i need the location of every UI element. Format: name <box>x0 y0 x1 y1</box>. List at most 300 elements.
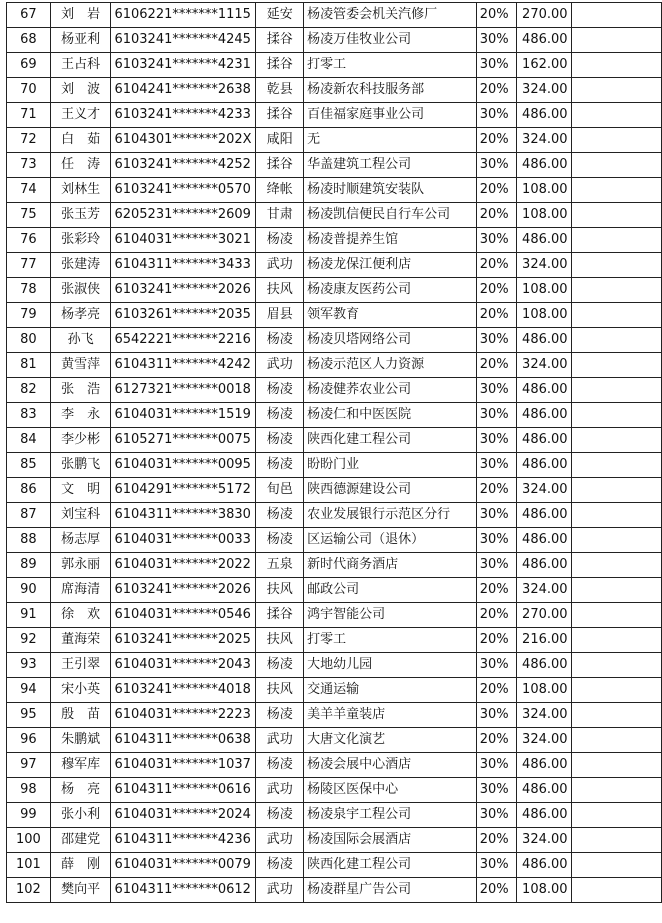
row-number-cell: 75 <box>7 203 51 228</box>
empty-cell <box>571 653 661 678</box>
subsidy-amount-cell: 486.00 <box>516 378 571 403</box>
table-row <box>7 153 662 178</box>
subsidy-amount-cell: 486.00 <box>516 28 571 53</box>
subsidy-amount-cell: 270.00 <box>516 603 571 628</box>
empty-cell <box>571 28 661 53</box>
region-cell: 杨凌 <box>256 853 304 878</box>
subsidy-amount-cell: 270.00 <box>516 3 571 28</box>
empty-cell <box>571 128 661 153</box>
person-name-cell: 刘 波 <box>50 78 111 103</box>
subsidy-rate-cell: 30% <box>476 378 516 403</box>
person-name-cell: 郭永丽 <box>50 553 111 578</box>
row-number-cell: 95 <box>7 703 51 728</box>
id-number-cell: 6103241*******2026 <box>111 278 256 303</box>
table-row <box>7 853 662 878</box>
employer-unit-cell: 杨凌新农科技服务部 <box>304 78 477 103</box>
person-name-cell: 张建涛 <box>50 253 111 278</box>
id-number-cell: 6104311*******0616 <box>111 778 256 803</box>
empty-cell <box>571 153 661 178</box>
employer-unit-cell: 邮政公司 <box>304 578 477 603</box>
subsidy-rate-cell: 20% <box>476 578 516 603</box>
subsidy-rate-cell: 30% <box>476 453 516 478</box>
table-row <box>7 503 662 528</box>
row-number-cell: 80 <box>7 328 51 353</box>
empty-cell <box>571 103 661 128</box>
row-number-cell: 84 <box>7 428 51 453</box>
empty-cell <box>571 703 661 728</box>
region-cell: 咸阳 <box>256 128 304 153</box>
row-number-cell: 96 <box>7 728 51 753</box>
id-number-cell: 6103241*******4233 <box>111 103 256 128</box>
person-name-cell: 刘 岩 <box>50 3 111 28</box>
id-number-cell: 6103241*******2025 <box>111 628 256 653</box>
employer-unit-cell: 杨凌龙保江便利店 <box>304 253 477 278</box>
subsidy-amount-cell: 486.00 <box>516 453 571 478</box>
region-cell: 杨凌 <box>256 528 304 553</box>
subsidy-amount-cell: 108.00 <box>516 178 571 203</box>
person-name-cell: 王占科 <box>50 53 111 78</box>
empty-cell <box>571 228 661 253</box>
person-name-cell: 张鹏飞 <box>50 453 111 478</box>
subsidy-amount-cell: 324.00 <box>516 578 571 603</box>
empty-cell <box>571 853 661 878</box>
subsidy-amount-cell: 486.00 <box>516 778 571 803</box>
person-name-cell: 杨 亮 <box>50 778 111 803</box>
subsidy-rate-cell: 30% <box>476 528 516 553</box>
row-number-cell: 92 <box>7 628 51 653</box>
person-name-cell: 刘宝科 <box>50 503 111 528</box>
employer-unit-cell: 华盖建筑工程公司 <box>304 153 477 178</box>
id-number-cell: 6105271*******0075 <box>111 428 256 453</box>
table-row <box>7 803 662 828</box>
region-cell: 扶风 <box>256 278 304 303</box>
table-row <box>7 578 662 603</box>
row-number-cell: 100 <box>7 828 51 853</box>
subsidy-rate-cell: 20% <box>476 128 516 153</box>
person-name-cell: 朱鹏斌 <box>50 728 111 753</box>
subsidy-amount-cell: 324.00 <box>516 353 571 378</box>
subsidy-amount-cell: 108.00 <box>516 678 571 703</box>
id-number-cell: 6104031*******2024 <box>111 803 256 828</box>
id-number-cell: 6104291*******5172 <box>111 478 256 503</box>
subsidy-rate-cell: 30% <box>476 328 516 353</box>
subsidy-rate-cell: 30% <box>476 503 516 528</box>
subsidy-rate-cell: 20% <box>476 303 516 328</box>
table-row <box>7 453 662 478</box>
empty-cell <box>571 53 661 78</box>
row-number-cell: 102 <box>7 878 51 903</box>
row-number-cell: 85 <box>7 453 51 478</box>
table-row <box>7 53 662 78</box>
region-cell: 五泉 <box>256 553 304 578</box>
region-cell: 杨凌 <box>256 428 304 453</box>
row-number-cell: 71 <box>7 103 51 128</box>
id-number-cell: 6104031*******0095 <box>111 453 256 478</box>
row-number-cell: 69 <box>7 53 51 78</box>
employer-unit-cell: 领军教育 <box>304 303 477 328</box>
row-number-cell: 81 <box>7 353 51 378</box>
person-name-cell: 宋小英 <box>50 678 111 703</box>
row-number-cell: 73 <box>7 153 51 178</box>
table-row <box>7 428 662 453</box>
employer-unit-cell: 杨陵区医保中心 <box>304 778 477 803</box>
table-row <box>7 528 662 553</box>
employer-unit-cell: 杨凌时顺建筑安装队 <box>304 178 477 203</box>
region-cell: 延安 <box>256 3 304 28</box>
person-name-cell: 董海荣 <box>50 628 111 653</box>
region-cell: 旬邑 <box>256 478 304 503</box>
employer-unit-cell: 杨凌万佳牧业公司 <box>304 28 477 53</box>
id-number-cell: 6104311*******4242 <box>111 353 256 378</box>
employer-unit-cell: 杨凌凯信便民自行车公司 <box>304 203 477 228</box>
row-number-cell: 88 <box>7 528 51 553</box>
empty-cell <box>571 403 661 428</box>
empty-cell <box>571 378 661 403</box>
subsidy-amount-cell: 324.00 <box>516 478 571 503</box>
empty-cell <box>571 878 661 903</box>
subsidy-amount-cell: 486.00 <box>516 853 571 878</box>
subsidy-amount-cell: 108.00 <box>516 203 571 228</box>
region-cell: 杨凌 <box>256 228 304 253</box>
person-name-cell: 王引翠 <box>50 653 111 678</box>
id-number-cell: 6104031*******2043 <box>111 653 256 678</box>
employer-unit-cell: 杨凌健荞农业公司 <box>304 378 477 403</box>
empty-cell <box>571 753 661 778</box>
person-name-cell: 黄雪萍 <box>50 353 111 378</box>
subsidy-rate-cell: 20% <box>476 178 516 203</box>
employer-unit-cell: 交通运输 <box>304 678 477 703</box>
id-number-cell: 6104301*******202X <box>111 128 256 153</box>
subsidy-amount-cell: 324.00 <box>516 703 571 728</box>
region-cell: 武功 <box>256 778 304 803</box>
person-name-cell: 张淑侠 <box>50 278 111 303</box>
person-name-cell: 杨志厚 <box>50 528 111 553</box>
person-name-cell: 杨孝亮 <box>50 303 111 328</box>
id-number-cell: 6104311*******4236 <box>111 828 256 853</box>
employer-unit-cell: 大地幼儿园 <box>304 653 477 678</box>
subsidy-rate-cell: 20% <box>476 253 516 278</box>
employer-unit-cell: 打零工 <box>304 53 477 78</box>
id-number-cell: 6104241*******2638 <box>111 78 256 103</box>
subsidy-amount-cell: 486.00 <box>516 328 571 353</box>
beneficiary-table <box>6 2 662 903</box>
subsidy-amount-cell: 486.00 <box>516 428 571 453</box>
person-name-cell: 白 茹 <box>50 128 111 153</box>
table-row <box>7 478 662 503</box>
person-name-cell: 刘林生 <box>50 178 111 203</box>
subsidy-amount-cell: 486.00 <box>516 528 571 553</box>
table-row <box>7 228 662 253</box>
person-name-cell: 李 永 <box>50 403 111 428</box>
empty-cell <box>571 828 661 853</box>
id-number-cell: 6103241*******2026 <box>111 578 256 603</box>
subsidy-amount-cell: 486.00 <box>516 753 571 778</box>
region-cell: 杨凌 <box>256 753 304 778</box>
employer-unit-cell: 杨凌普提养生馆 <box>304 228 477 253</box>
id-number-cell: 6104311*******0638 <box>111 728 256 753</box>
region-cell: 杨凌 <box>256 328 304 353</box>
region-cell: 杨凌 <box>256 453 304 478</box>
empty-cell <box>571 303 661 328</box>
employer-unit-cell: 杨凌仁和中医医院 <box>304 403 477 428</box>
empty-cell <box>571 503 661 528</box>
subsidy-rate-cell: 30% <box>476 778 516 803</box>
empty-cell <box>571 628 661 653</box>
subsidy-rate-cell: 30% <box>476 853 516 878</box>
table-row <box>7 28 662 53</box>
subsidy-amount-cell: 108.00 <box>516 278 571 303</box>
row-number-cell: 94 <box>7 678 51 703</box>
row-number-cell: 78 <box>7 278 51 303</box>
table-row <box>7 3 662 28</box>
region-cell: 绛帐 <box>256 178 304 203</box>
region-cell: 扶风 <box>256 578 304 603</box>
empty-cell <box>571 778 661 803</box>
row-number-cell: 82 <box>7 378 51 403</box>
subsidy-rate-cell: 20% <box>476 203 516 228</box>
employer-unit-cell: 杨凌会展中心酒店 <box>304 753 477 778</box>
row-number-cell: 90 <box>7 578 51 603</box>
subsidy-amount-cell: 324.00 <box>516 253 571 278</box>
employer-unit-cell: 打零工 <box>304 628 477 653</box>
table-row <box>7 703 662 728</box>
row-number-cell: 67 <box>7 3 51 28</box>
employer-unit-cell: 鸿宇智能公司 <box>304 603 477 628</box>
empty-cell <box>571 353 661 378</box>
empty-cell <box>571 553 661 578</box>
empty-cell <box>571 478 661 503</box>
empty-cell <box>571 203 661 228</box>
person-name-cell: 张彩玲 <box>50 228 111 253</box>
subsidy-amount-cell: 324.00 <box>516 728 571 753</box>
table-row <box>7 103 662 128</box>
subsidy-rate-cell: 20% <box>476 678 516 703</box>
row-number-cell: 68 <box>7 28 51 53</box>
subsidy-rate-cell: 20% <box>476 353 516 378</box>
row-number-cell: 77 <box>7 253 51 278</box>
id-number-cell: 6104031*******0546 <box>111 603 256 628</box>
region-cell: 杨凌 <box>256 653 304 678</box>
employer-unit-cell: 区运输公司（退休） <box>304 528 477 553</box>
region-cell: 杨凌 <box>256 803 304 828</box>
subsidy-rate-cell: 30% <box>476 228 516 253</box>
id-number-cell: 6104031*******1519 <box>111 403 256 428</box>
employer-unit-cell: 杨凌泉宇工程公司 <box>304 803 477 828</box>
table-row <box>7 728 662 753</box>
table-row <box>7 678 662 703</box>
empty-cell <box>571 328 661 353</box>
subsidy-rate-cell: 30% <box>476 428 516 453</box>
row-number-cell: 83 <box>7 403 51 428</box>
row-number-cell: 101 <box>7 853 51 878</box>
table-row <box>7 628 662 653</box>
subsidy-rate-cell: 20% <box>476 3 516 28</box>
table-row <box>7 178 662 203</box>
table-row <box>7 753 662 778</box>
row-number-cell: 87 <box>7 503 51 528</box>
empty-cell <box>571 678 661 703</box>
table-row <box>7 878 662 903</box>
subsidy-amount-cell: 108.00 <box>516 303 571 328</box>
employer-unit-cell: 陕西化建工程公司 <box>304 853 477 878</box>
region-cell: 武功 <box>256 878 304 903</box>
person-name-cell: 樊向平 <box>50 878 111 903</box>
subsidy-amount-cell: 324.00 <box>516 78 571 103</box>
empty-cell <box>571 528 661 553</box>
id-number-cell: 6127321*******0018 <box>111 378 256 403</box>
person-name-cell: 任 涛 <box>50 153 111 178</box>
region-cell: 武功 <box>256 253 304 278</box>
table-row <box>7 653 662 678</box>
employer-unit-cell: 农业发展银行示范区分行 <box>304 503 477 528</box>
subsidy-amount-cell: 486.00 <box>516 153 571 178</box>
subsidy-amount-cell: 486.00 <box>516 653 571 678</box>
empty-cell <box>571 578 661 603</box>
id-number-cell: 6104311*******3830 <box>111 503 256 528</box>
employer-unit-cell: 杨凌示范区人力资源 <box>304 353 477 378</box>
region-cell: 乾县 <box>256 78 304 103</box>
region-cell: 揉谷 <box>256 103 304 128</box>
person-name-cell: 张 浩 <box>50 378 111 403</box>
employer-unit-cell: 杨凌群星广告公司 <box>304 878 477 903</box>
person-name-cell: 张小利 <box>50 803 111 828</box>
region-cell: 武功 <box>256 353 304 378</box>
subsidy-rate-cell: 30% <box>476 53 516 78</box>
row-number-cell: 74 <box>7 178 51 203</box>
empty-cell <box>571 428 661 453</box>
subsidy-amount-cell: 486.00 <box>516 503 571 528</box>
person-name-cell: 杨亚利 <box>50 28 111 53</box>
subsidy-amount-cell: 486.00 <box>516 803 571 828</box>
table-row <box>7 278 662 303</box>
row-number-cell: 76 <box>7 228 51 253</box>
person-name-cell: 薛 刚 <box>50 853 111 878</box>
region-cell: 眉县 <box>256 303 304 328</box>
empty-cell <box>571 178 661 203</box>
subsidy-rate-cell: 30% <box>476 153 516 178</box>
subsidy-rate-cell: 20% <box>476 278 516 303</box>
employer-unit-cell: 杨凌国际会展酒店 <box>304 828 477 853</box>
subsidy-rate-cell: 30% <box>476 803 516 828</box>
empty-cell <box>571 78 661 103</box>
table-row <box>7 353 662 378</box>
id-number-cell: 6104031*******0033 <box>111 528 256 553</box>
employer-unit-cell: 新时代商务酒店 <box>304 553 477 578</box>
subsidy-rate-cell: 30% <box>476 653 516 678</box>
region-cell: 杨凌 <box>256 403 304 428</box>
id-number-cell: 6104031*******2223 <box>111 703 256 728</box>
table-row <box>7 128 662 153</box>
row-number-cell: 99 <box>7 803 51 828</box>
person-name-cell: 穆军库 <box>50 753 111 778</box>
id-number-cell: 6542221*******2216 <box>111 328 256 353</box>
row-number-cell: 72 <box>7 128 51 153</box>
subsidy-rate-cell: 20% <box>476 603 516 628</box>
person-name-cell: 王义才 <box>50 103 111 128</box>
subsidy-amount-cell: 486.00 <box>516 403 571 428</box>
region-cell: 揉谷 <box>256 153 304 178</box>
region-cell: 武功 <box>256 728 304 753</box>
employer-unit-cell: 美羊羊童装店 <box>304 703 477 728</box>
region-cell: 扶风 <box>256 678 304 703</box>
id-number-cell: 6103241*******4231 <box>111 53 256 78</box>
person-name-cell: 殷 苗 <box>50 703 111 728</box>
table-row <box>7 378 662 403</box>
region-cell: 杨凌 <box>256 503 304 528</box>
employer-unit-cell: 陕西化建工程公司 <box>304 428 477 453</box>
table-row <box>7 778 662 803</box>
person-name-cell: 席海清 <box>50 578 111 603</box>
subsidy-rate-cell: 30% <box>476 103 516 128</box>
table-row <box>7 253 662 278</box>
id-number-cell: 6103241*******4245 <box>111 28 256 53</box>
subsidy-amount-cell: 162.00 <box>516 53 571 78</box>
id-number-cell: 6103241*******4018 <box>111 678 256 703</box>
table-row <box>7 403 662 428</box>
subsidy-amount-cell: 216.00 <box>516 628 571 653</box>
table-row <box>7 203 662 228</box>
id-number-cell: 6104031*******3021 <box>111 228 256 253</box>
empty-cell <box>571 253 661 278</box>
subsidy-rate-cell: 30% <box>476 403 516 428</box>
row-number-cell: 86 <box>7 478 51 503</box>
empty-cell <box>571 803 661 828</box>
employer-unit-cell: 杨凌康友医药公司 <box>304 278 477 303</box>
employer-unit-cell: 陕西德源建设公司 <box>304 478 477 503</box>
subsidy-rate-cell: 20% <box>476 728 516 753</box>
subsidy-amount-cell: 324.00 <box>516 128 571 153</box>
subsidy-rate-cell: 20% <box>476 828 516 853</box>
employer-unit-cell: 无 <box>304 128 477 153</box>
row-number-cell: 97 <box>7 753 51 778</box>
region-cell: 扶风 <box>256 628 304 653</box>
subsidy-rate-cell: 30% <box>476 753 516 778</box>
table-row <box>7 603 662 628</box>
subsidy-rate-cell: 20% <box>476 478 516 503</box>
id-number-cell: 6104031*******0079 <box>111 853 256 878</box>
person-name-cell: 徐 欢 <box>50 603 111 628</box>
person-name-cell: 张玉芳 <box>50 203 111 228</box>
id-number-cell: 6205231*******2609 <box>111 203 256 228</box>
id-number-cell: 6106221*******1115 <box>111 3 256 28</box>
row-number-cell: 91 <box>7 603 51 628</box>
region-cell: 甘肃 <box>256 203 304 228</box>
row-number-cell: 70 <box>7 78 51 103</box>
subsidy-amount-cell: 486.00 <box>516 103 571 128</box>
region-cell: 揉谷 <box>256 28 304 53</box>
employer-unit-cell: 百佳福家庭事业公司 <box>304 103 477 128</box>
row-number-cell: 98 <box>7 778 51 803</box>
subsidy-rate-cell: 20% <box>476 628 516 653</box>
id-number-cell: 6104031*******1037 <box>111 753 256 778</box>
subsidy-amount-cell: 324.00 <box>516 828 571 853</box>
subsidy-rate-cell: 30% <box>476 28 516 53</box>
empty-cell <box>571 603 661 628</box>
subsidy-rate-cell: 20% <box>476 878 516 903</box>
employer-unit-cell: 盼盼门业 <box>304 453 477 478</box>
id-number-cell: 6103261*******2035 <box>111 303 256 328</box>
person-name-cell: 邵建党 <box>50 828 111 853</box>
employer-unit-cell: 杨凌管委会机关汽修厂 <box>304 3 477 28</box>
id-number-cell: 6104031*******2022 <box>111 553 256 578</box>
subsidy-amount-cell: 486.00 <box>516 553 571 578</box>
subsidy-amount-cell: 486.00 <box>516 228 571 253</box>
employer-unit-cell: 大唐文化演艺 <box>304 728 477 753</box>
id-number-cell: 6103241*******0570 <box>111 178 256 203</box>
table-row <box>7 303 662 328</box>
region-cell: 杨凌 <box>256 703 304 728</box>
row-number-cell: 93 <box>7 653 51 678</box>
